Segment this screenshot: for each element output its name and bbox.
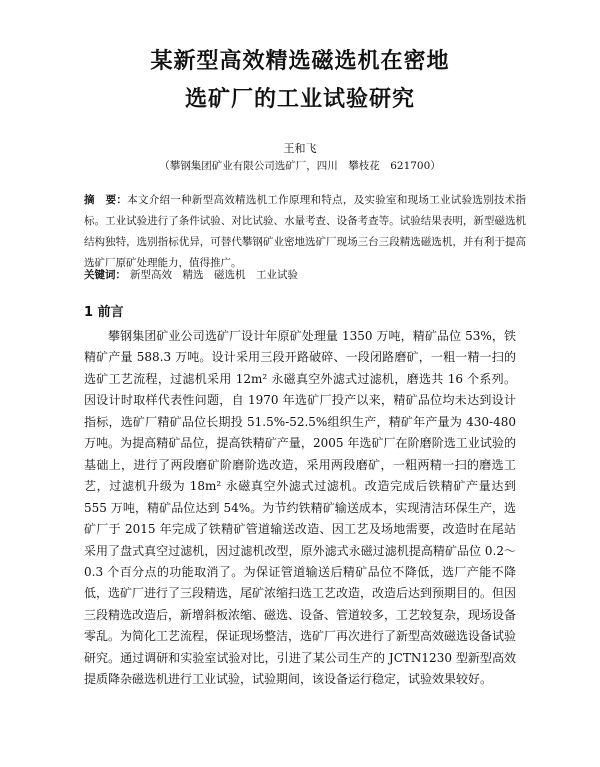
title-line-1: 某新型高效精选磁选机在密地 — [150, 49, 450, 74]
title-line-2: 选矿厂的工业试验研究 — [184, 87, 415, 112]
abstract-text: 本文介绍一种新型高效精选机工作原理和特点，及实验室和现场工业试验选别技术指标。工业试验进行了条件试验、对比试验、水量考查、设备考查等。试验结果表明，新型磁选机结构独特，选别指标优异，可替代攀钢矿业密地选矿厂现场三台三段精选磁选机，并有利于提高选矿厂原矿处理能力，值得推广。 — [84, 194, 527, 269]
section-heading-introduction: 1 前言 — [84, 305, 124, 320]
keywords — [84, 267, 298, 282]
affiliation: （攀钢集团矿业有限公司选矿厂，四川 攀枝花 621700） — [159, 160, 441, 172]
abstract — [84, 190, 526, 274]
abstract-label: 摘 要： — [84, 194, 128, 206]
section-body — [84, 326, 516, 691]
abstract-paragraph — [84, 190, 526, 274]
author: 王和飞 — [283, 142, 317, 155]
body-paragraph: 攀钢集团矿业公司选矿厂设计年原矿处理量 1350 万吨，精矿品位 53%，铁精矿产量 588.3 万吨。设计采用三段开路破碎、一段闭路磨矿，一粗一精一扫的选矿工艺流程，过滤机采用 12m² 永磁真空外滤式过滤机，磨选共 16 个系列。因设计时取样代表性问题，自 1970 年选矿厂投产以来，精矿品位均未达到设计指标，选矿厂精矿品位长期投 51.5%-52.5%组织生产，精矿年产量为 430-480 万吨。为提高精矿品位，提高铁精矿产量，2005 年选矿厂在阶磨阶选工业试验的基础上，进行了两段磨矿阶磨阶选改造，采用两段磨矿，一粗两精一扫的磨选工艺，过滤机升级为 18m² 永磁真空外滤式过滤机。改造完成后铁精矿产量达到 555 万吨，精矿品位达到 54%。为节约铁精矿输送成本，实现清洁环保生产，选矿厂于 2015 年完成了铁精矿管道输送改造、因工艺及场地需要，改造时在尾站采用了盘式真空过滤机，因过滤机改型，原外滤式永磁过滤机提高精矿品位 0.2～0.3 个百分点的功能取消了。为保证管道输送后精矿品位不降低，选厂产能不降低，选矿厂进行了三段精选，尾矿浓缩扫选工艺改造，改造后达到预期目的。但因三段精选改造后，新增斜板浓缩、磁选、设备、管道较多，工艺较复杂，现场设备零乱。为简化工艺流程，保证现场整洁，选矿厂再次进行了新型高效磁选设备试验研究。通过调研和实验室试验对比，引进了某公司生产的 JCTN1230 型新型高效提质降杂磁选机进行工业试验，试验期间，该设备运行稳定，试验效果较好。 — [84, 329, 517, 687]
keywords-label: 关键词： — [84, 269, 126, 281]
keywords-value: 新型高效 精选 磁选机 工业试验 — [130, 269, 298, 281]
